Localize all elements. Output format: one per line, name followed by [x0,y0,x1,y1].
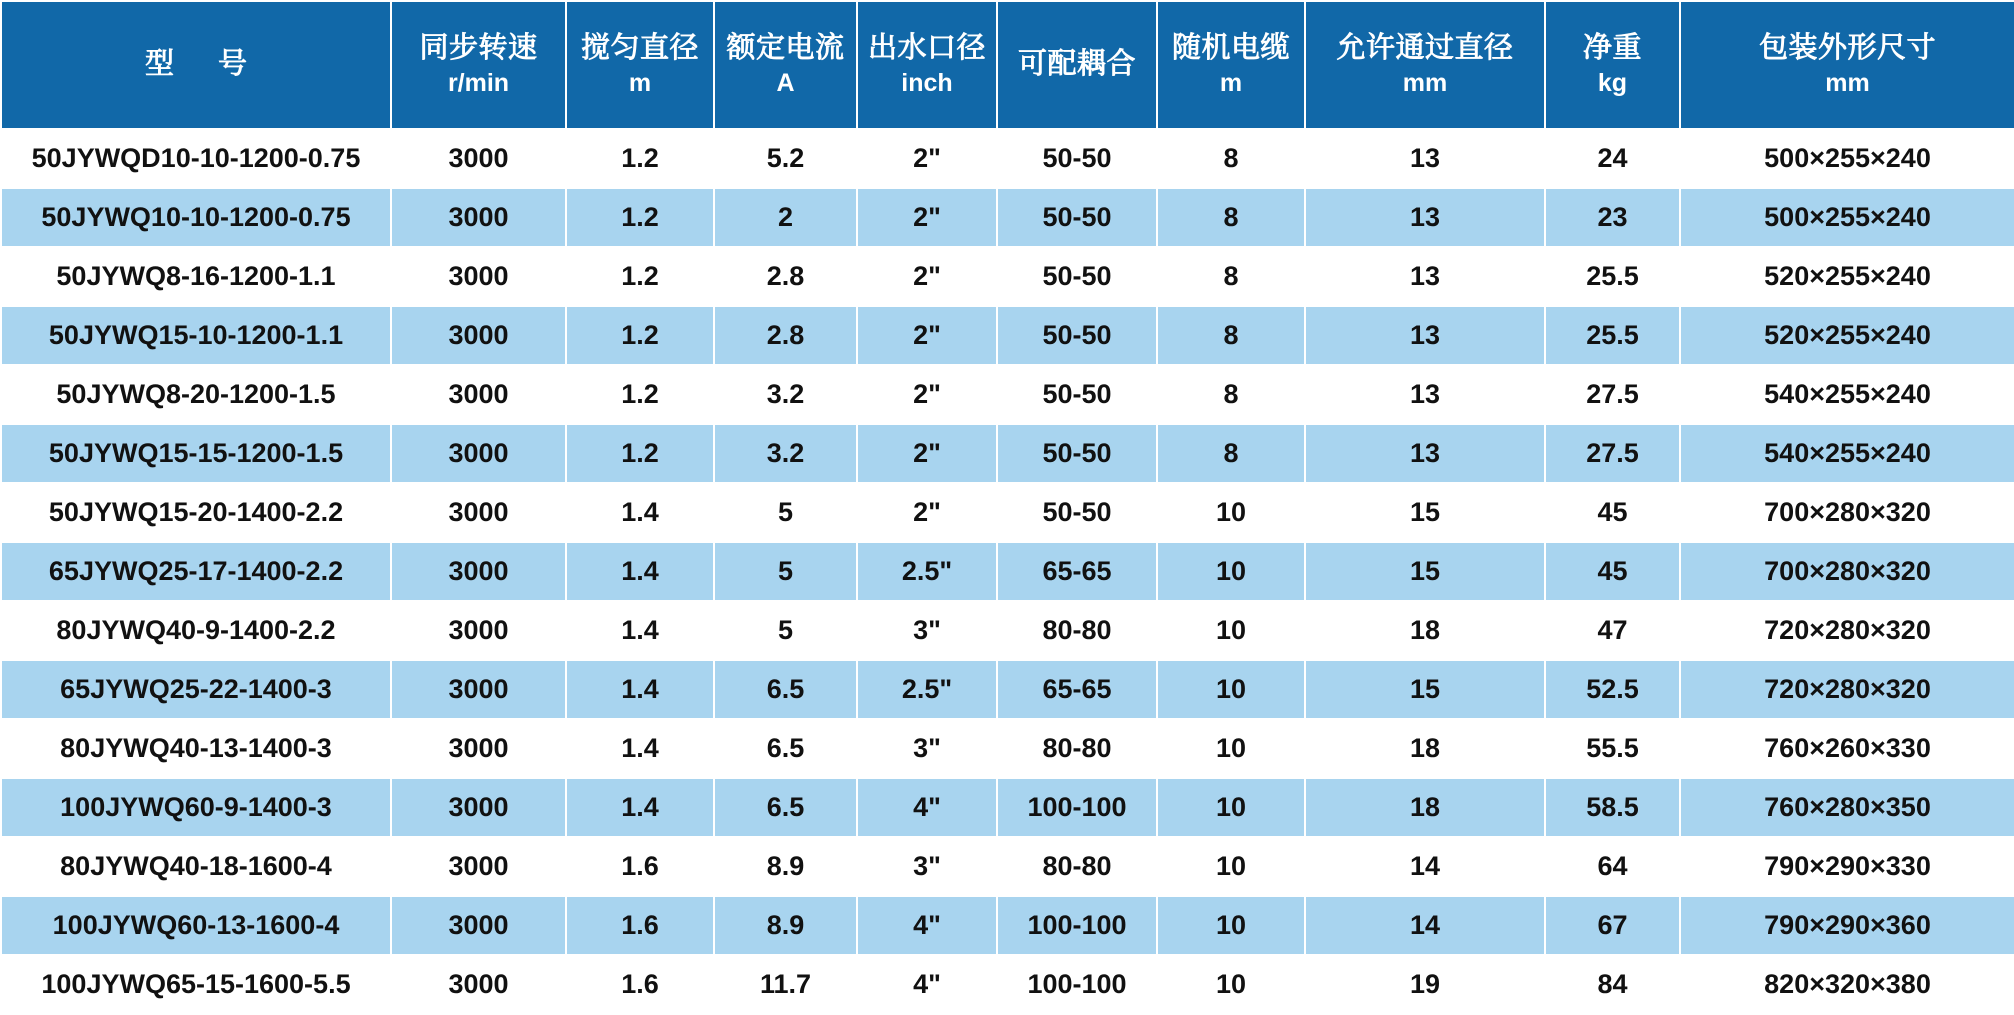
cell-rated-current: 5 [714,542,857,601]
cell-sync-speed: 3000 [391,129,566,188]
cell-sync-speed: 3000 [391,306,566,365]
cell-outlet-diameter: 2" [857,365,997,424]
cell-rated-current: 6.5 [714,719,857,778]
cell-outlet-diameter: 2" [857,424,997,483]
cell-sync-speed: 3000 [391,365,566,424]
cell-passable-diameter: 13 [1305,306,1545,365]
cell-net-weight: 27.5 [1545,365,1680,424]
cell-package-dimensions: 720×280×320 [1680,660,2014,719]
column-header-outlet-diameter [857,1,997,129]
cell-coupling: 50-50 [997,365,1157,424]
table-row [1,896,2014,955]
cell-coupling: 100-100 [997,955,1157,1014]
column-header-passable-diameter [1305,1,1545,129]
cell-mixing-diameter: 1.6 [566,837,714,896]
cell-package-dimensions: 520×255×240 [1680,247,2014,306]
cell-outlet-diameter: 2" [857,483,997,542]
cell-net-weight: 58.5 [1545,778,1680,837]
cell-sync-speed: 3000 [391,896,566,955]
cell-outlet-diameter: 4" [857,955,997,1014]
cell-passable-diameter: 13 [1305,188,1545,247]
table-row [1,483,2014,542]
cell-rated-current: 3.2 [714,424,857,483]
table-row [1,542,2014,601]
column-header-model [1,1,391,129]
cell-package-dimensions: 500×255×240 [1680,129,2014,188]
table-row [1,955,2014,1014]
cell-net-weight: 25.5 [1545,247,1680,306]
cell-rated-current: 2 [714,188,857,247]
cell-sync-speed: 3000 [391,660,566,719]
cell-sync-speed: 3000 [391,778,566,837]
header-main-text: 型 号 [144,48,266,81]
cell-passable-diameter: 18 [1305,601,1545,660]
cell-model: 50JYWQ15-15-1200-1.5 [1,424,391,483]
header-main-text: 同步转速 [419,32,538,65]
cell-sync-speed: 3000 [391,601,566,660]
column-header-coupling [997,1,1157,129]
cell-passable-diameter: 15 [1305,542,1545,601]
table-row [1,601,2014,660]
cell-outlet-diameter: 3" [857,601,997,660]
cell-coupling: 100-100 [997,896,1157,955]
cell-mixing-diameter: 1.6 [566,896,714,955]
cell-outlet-diameter: 2.5" [857,660,997,719]
cell-rated-current: 5.2 [714,129,857,188]
cell-outlet-diameter: 2" [857,247,997,306]
cell-sync-speed: 3000 [391,188,566,247]
cell-passable-diameter: 19 [1305,955,1545,1014]
cell-outlet-diameter: 2" [857,188,997,247]
header-main-text: 净重 [1582,32,1642,65]
cell-sync-speed: 3000 [391,483,566,542]
cell-model: 50JYWQ10-10-1200-0.75 [1,188,391,247]
column-header-sync-speed [391,1,566,129]
cell-cable-length: 8 [1157,188,1305,247]
cell-mixing-diameter: 1.2 [566,129,714,188]
header-main-text: 搅匀直径 [580,32,699,65]
cell-net-weight: 45 [1545,542,1680,601]
table-row [1,719,2014,778]
cell-sync-speed: 3000 [391,247,566,306]
cell-passable-diameter: 13 [1305,247,1545,306]
cell-mixing-diameter: 1.2 [566,365,714,424]
header-unit-text: mm [1402,69,1448,98]
cell-model: 80JYWQ40-13-1400-3 [1,719,391,778]
header-row [1,1,2014,129]
cell-passable-diameter: 13 [1305,129,1545,188]
cell-model: 50JYWQD10-10-1200-0.75 [1,129,391,188]
cell-passable-diameter: 14 [1305,896,1545,955]
cell-net-weight: 55.5 [1545,719,1680,778]
cell-mixing-diameter: 1.4 [566,483,714,542]
cell-mixing-diameter: 1.6 [566,955,714,1014]
cell-rated-current: 8.9 [714,896,857,955]
cell-package-dimensions: 700×280×320 [1680,542,2014,601]
cell-cable-length: 8 [1157,306,1305,365]
cell-coupling: 50-50 [997,247,1157,306]
cell-outlet-diameter: 4" [857,896,997,955]
cell-net-weight: 84 [1545,955,1680,1014]
cell-package-dimensions: 700×280×320 [1680,483,2014,542]
table-body [1,129,2014,1014]
cell-package-dimensions: 540×255×240 [1680,424,2014,483]
cell-net-weight: 25.5 [1545,306,1680,365]
cell-rated-current: 3.2 [714,365,857,424]
cell-cable-length: 10 [1157,601,1305,660]
cell-package-dimensions: 790×290×330 [1680,837,2014,896]
cell-package-dimensions: 500×255×240 [1680,188,2014,247]
cell-passable-diameter: 18 [1305,778,1545,837]
cell-model: 50JYWQ8-16-1200-1.1 [1,247,391,306]
cell-net-weight: 67 [1545,896,1680,955]
cell-passable-diameter: 18 [1305,719,1545,778]
header-unit-text: m [628,69,652,98]
column-header-net-weight [1545,1,1680,129]
cell-cable-length: 10 [1157,719,1305,778]
cell-model: 100JYWQ60-13-1600-4 [1,896,391,955]
cell-net-weight: 64 [1545,837,1680,896]
cell-cable-length: 8 [1157,424,1305,483]
cell-mixing-diameter: 1.2 [566,188,714,247]
cell-rated-current: 11.7 [714,955,857,1014]
column-header-package-dimensions [1680,1,2014,129]
cell-package-dimensions: 790×290×360 [1680,896,2014,955]
cell-mixing-diameter: 1.4 [566,601,714,660]
cell-sync-speed: 3000 [391,424,566,483]
cell-coupling: 50-50 [997,188,1157,247]
cell-cable-length: 8 [1157,247,1305,306]
header-main-text: 可配耦合 [1017,48,1136,81]
cell-outlet-diameter: 4" [857,778,997,837]
cell-model: 65JYWQ25-17-1400-2.2 [1,542,391,601]
header-main-text: 允许通过直径 [1336,32,1514,65]
cell-coupling: 65-65 [997,542,1157,601]
cell-mixing-diameter: 1.2 [566,424,714,483]
cell-mixing-diameter: 1.4 [566,660,714,719]
cell-outlet-diameter: 2" [857,306,997,365]
cell-coupling: 80-80 [997,719,1157,778]
cell-sync-speed: 3000 [391,719,566,778]
cell-passable-diameter: 15 [1305,483,1545,542]
header-unit-text: r/min [447,69,510,98]
cell-cable-length: 10 [1157,896,1305,955]
cell-passable-diameter: 14 [1305,837,1545,896]
cell-package-dimensions: 520×255×240 [1680,306,2014,365]
cell-outlet-diameter: 2.5" [857,542,997,601]
header-main-text: 随机电缆 [1171,32,1290,65]
cell-outlet-diameter: 2" [857,129,997,188]
table-row [1,247,2014,306]
cell-mixing-diameter: 1.4 [566,778,714,837]
cell-rated-current: 8.9 [714,837,857,896]
cell-cable-length: 10 [1157,660,1305,719]
cell-rated-current: 5 [714,601,857,660]
cell-passable-diameter: 15 [1305,660,1545,719]
table-row [1,837,2014,896]
cell-rated-current: 6.5 [714,660,857,719]
table-row [1,129,2014,188]
table-row [1,778,2014,837]
cell-model: 50JYWQ15-10-1200-1.1 [1,306,391,365]
cell-net-weight: 52.5 [1545,660,1680,719]
cell-package-dimensions: 820×320×380 [1680,955,2014,1014]
cell-package-dimensions: 760×260×330 [1680,719,2014,778]
column-header-cable-length [1157,1,1305,129]
cell-coupling: 50-50 [997,424,1157,483]
cell-package-dimensions: 760×280×350 [1680,778,2014,837]
cell-sync-speed: 3000 [391,542,566,601]
header-unit-text: kg [1597,69,1628,98]
cell-net-weight: 45 [1545,483,1680,542]
cell-cable-length: 10 [1157,542,1305,601]
cell-sync-speed: 3000 [391,837,566,896]
table-header [1,1,2014,129]
cell-model: 50JYWQ8-20-1200-1.5 [1,365,391,424]
header-unit-text: A [776,69,795,98]
cell-model: 65JYWQ25-22-1400-3 [1,660,391,719]
header-main-text: 额定电流 [726,32,845,65]
cell-mixing-diameter: 1.4 [566,542,714,601]
table-row [1,306,2014,365]
cell-net-weight: 47 [1545,601,1680,660]
cell-outlet-diameter: 3" [857,719,997,778]
cell-mixing-diameter: 1.4 [566,719,714,778]
cell-rated-current: 5 [714,483,857,542]
cell-cable-length: 10 [1157,837,1305,896]
cell-model: 80JYWQ40-9-1400-2.2 [1,601,391,660]
cell-mixing-diameter: 1.2 [566,247,714,306]
cell-coupling: 100-100 [997,778,1157,837]
cell-model: 50JYWQ15-20-1400-2.2 [1,483,391,542]
cell-net-weight: 24 [1545,129,1680,188]
cell-sync-speed: 3000 [391,955,566,1014]
column-header-rated-current [714,1,857,129]
cell-coupling: 80-80 [997,601,1157,660]
header-unit-text: inch [901,69,953,98]
table-row [1,660,2014,719]
cell-cable-length: 8 [1157,365,1305,424]
cell-cable-length: 10 [1157,778,1305,837]
cell-outlet-diameter: 3" [857,837,997,896]
cell-cable-length: 8 [1157,129,1305,188]
cell-net-weight: 23 [1545,188,1680,247]
cell-rated-current: 2.8 [714,247,857,306]
header-main-text: 出水口径 [867,32,986,65]
cell-mixing-diameter: 1.2 [566,306,714,365]
cell-coupling: 80-80 [997,837,1157,896]
cell-coupling: 65-65 [997,660,1157,719]
column-header-mixing-diameter [566,1,714,129]
cell-net-weight: 27.5 [1545,424,1680,483]
cell-model: 100JYWQ65-15-1600-5.5 [1,955,391,1014]
cell-package-dimensions: 540×255×240 [1680,365,2014,424]
header-unit-text: mm [1825,69,1870,98]
table-row [1,365,2014,424]
cell-coupling: 50-50 [997,306,1157,365]
header-unit-text: m [1219,69,1243,98]
cell-cable-length: 10 [1157,483,1305,542]
cell-coupling: 50-50 [997,483,1157,542]
cell-cable-length: 10 [1157,955,1305,1014]
cell-rated-current: 2.8 [714,306,857,365]
cell-rated-current: 6.5 [714,778,857,837]
cell-passable-diameter: 13 [1305,424,1545,483]
cell-package-dimensions: 720×280×320 [1680,601,2014,660]
header-main-text: 包装外形尺寸 [1758,32,1936,65]
table-row [1,188,2014,247]
table-row [1,424,2014,483]
cell-model: 80JYWQ40-18-1600-4 [1,837,391,896]
cell-coupling: 50-50 [997,129,1157,188]
cell-model: 100JYWQ60-9-1400-3 [1,778,391,837]
cell-passable-diameter: 13 [1305,365,1545,424]
